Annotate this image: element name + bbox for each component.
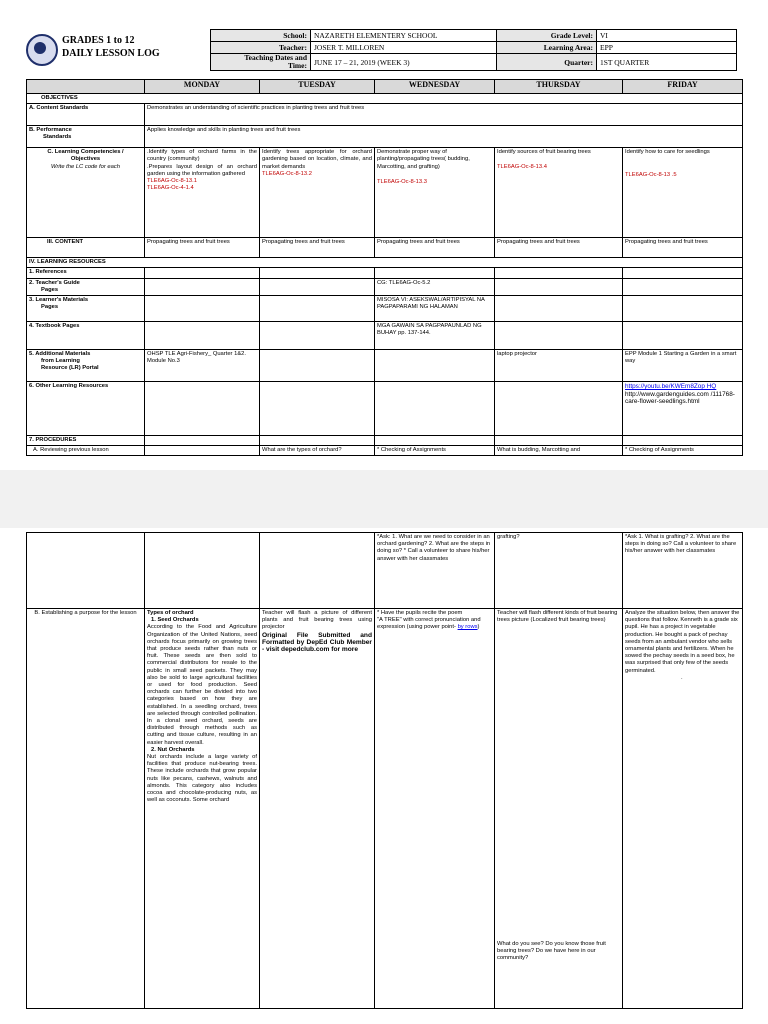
review-lesson-label: A. Reviewing previous lesson <box>27 446 145 456</box>
lm-wednesday: MISOSA VI: ASEKSWAL/ARTIPISYAL NA PAGPAPARAMI NG HALAMAN <box>375 296 495 322</box>
dates-label <box>211 54 311 71</box>
lc-code: TLE6AG-Oc-8-13 .5 <box>625 172 677 179</box>
teacher-value: JOSER T. MILLOREN <box>311 42 497 54</box>
log-title <box>62 34 160 60</box>
label-line: from Learning <box>41 358 80 365</box>
dates-label-2: Time: <box>287 61 307 70</box>
review-wednesday-continued: *Ask: 1. What are we need to consider in an orchard gardening? 2. What are the steps in doing so? * Call a volunteer to share his/her answer with her classmates <box>375 533 495 609</box>
lc-text: .Identify types of orchard farms in the country (community) <box>147 149 257 163</box>
establishing-purpose-label: B. Establishing a purpose for the lesson <box>27 609 145 1009</box>
types-heading: Types of orchard <box>147 610 194 616</box>
wednesday-text-span: "A TREE" with correct pronunciation and expression (using power point- <box>377 617 481 631</box>
school-label: School: <box>211 30 311 42</box>
review-thursday: What is budding, Marcotting and <box>495 446 623 456</box>
label-line: Standards <box>43 134 72 141</box>
by-rows-link[interactable]: by rows <box>457 624 478 631</box>
label-line: Resource (LR) Portal <box>41 365 99 372</box>
nut-orchards-heading: 2. Nut Orchards <box>151 746 195 753</box>
deped-seal-icon <box>26 34 58 66</box>
grade-label: Grade Level: <box>497 30 597 42</box>
friday-situation: Analyze the situation below, then answer the questions that follow. Kenneth is a grade six pupil. He has a project in vegetable production. He bought a pack of pechay seeds from an ambulant vendor who sells ornamental plants and fertilizers. When he sowed the pechay seeds in a seed box, he was surprised that only few of the seeds germinated. <box>625 610 740 674</box>
lc-monday <box>145 148 260 238</box>
review-friday-continued: *Ask 1. What is grafting? 2. What are the steps in doing so? Call a volunteer to share his/her answer with her classmates <box>623 533 743 609</box>
area-value: EPP <box>597 42 737 54</box>
label-line: 5. Additional Materials <box>29 351 91 358</box>
day-header: TUESDAY <box>260 80 375 94</box>
day-header: WEDNESDAY <box>375 80 495 94</box>
content-friday: Propagating trees and fruit trees <box>623 238 743 258</box>
dates-value: JUNE 17 – 21, 2019 (WEEK 3) <box>311 54 497 71</box>
page-gap <box>0 470 768 528</box>
youtube-link[interactable]: https://youtu.be/KWEm8Zop HQ <box>625 383 717 391</box>
teachers-guide-label <box>27 278 145 295</box>
quarter-label: Quarter: <box>497 54 597 71</box>
dates-label-1: Teaching Dates and <box>244 53 307 62</box>
am-thursday: laptop projector <box>495 350 623 382</box>
wednesday-text-2 <box>377 617 492 631</box>
content-standards-label: A. Content Standards <box>27 104 145 126</box>
lc-thursday <box>495 148 623 238</box>
tb-wednesday: MGA GAWAIN SA PAGPAPAUNLAD NG BUHAY pp. 137-144. <box>375 322 495 350</box>
lc-text: Demonstrate proper way of planting/propagating trees( budding, Marcotting, and grafting) <box>377 149 470 170</box>
other-resources-label: 6. Other Learning Resources <box>27 382 145 436</box>
content-tuesday: Propagating trees and fruit trees <box>260 238 375 258</box>
review-thursday-continued: grafting? <box>495 533 623 609</box>
quarter-value: 1ST QUARTER <box>597 54 737 71</box>
label-line: 3. Learner's Materials <box>29 297 89 304</box>
lc-text: Identify trees appropriate for orchard gardening based on location, climate, and market demands <box>262 149 372 170</box>
day-header: THURSDAY <box>495 80 623 94</box>
corner-cell <box>27 80 145 94</box>
gardenguides-url: http://www.gardenguides.com /111768-care-flower-seedlings.html <box>625 390 735 406</box>
label-line: 2. Teacher's Guide <box>29 279 80 286</box>
objectives-heading: OBJECTIVES <box>27 94 743 104</box>
lesson-log-table-page-1 <box>26 79 743 456</box>
purpose-tuesday <box>260 609 375 1009</box>
label-line: B. Performance <box>29 127 72 134</box>
lc-text: .Prepares layout design of an orchard garden using the information gathered <box>147 163 257 177</box>
review-friday: * Checking of Assignments <box>623 446 743 456</box>
content-label: III. CONTENT <box>27 238 145 258</box>
purpose-thursday <box>495 609 623 1009</box>
wednesday-text-close: ) <box>477 624 480 631</box>
header-info-table <box>210 29 737 71</box>
lc-code: TLE6AG-Oc-8-13.4 <box>497 164 547 171</box>
content-thursday: Propagating trees and fruit trees <box>495 238 623 258</box>
learning-resources-heading: IV. LEARNING RESOURCES <box>27 258 743 268</box>
textbook-pages-label: 4. Textbook Pages <box>27 322 145 350</box>
lc-tuesday <box>260 148 375 238</box>
lc-text: Identify how to care for seedlings <box>625 149 710 156</box>
tg-wednesday: CG: TLE6AG-Oc-5.2 <box>375 278 495 295</box>
review-tuesday: What are the types of orchard? <box>260 446 375 456</box>
label-line: Pages <box>41 304 59 311</box>
lesson-log-table-page-2 <box>26 532 743 1009</box>
title-line-2: DAILY LESSON LOG <box>62 48 160 59</box>
day-header: MONDAY <box>145 80 260 94</box>
procedures-label: 7. PROCEDURES <box>27 436 145 446</box>
seed-orchards-heading: 1. Seed Orchards <box>151 617 199 624</box>
seed-orchards-text: According to the Food and Agriculture Organization of the United Nations, seed orchards focus primarily on growing trees that produce seeds rather than nuts or fruit. These seeds are then sold to commercial distributors for resale to the public in small seed packets. They may also be sold to large agricultural facilities or used for food production. Seed orchards can further be divided into two categories based on how they are established. In a seedling orchard, trees are selected through controlled pollination. In a clonal seed orchard, seeds are distributed through methods such as cutting and tissue culture, resulting in an easier harvest overall. <box>147 624 257 746</box>
content-standards-text: Demonstrates an understanding of scientific practices in planting trees and fruit trees <box>145 104 743 126</box>
additional-materials-label <box>27 350 145 382</box>
teacher-label: Teacher: <box>211 42 311 54</box>
review-wednesday: * Checking of Assignments <box>375 446 495 456</box>
lc-code: TLE6AG-Oc-4-1.4 <box>147 185 194 192</box>
purpose-wednesday <box>375 609 495 1009</box>
thursday-questions: What do you see? Do you know those fruit bearing trees? Do we have here in our community? <box>497 941 606 962</box>
am-monday: OHSP TLE Agri-Fishery_ Quarter 1&2. Module No.3 <box>145 350 260 382</box>
performance-standards-text: Applies knowledge and skills in planting trees and fruit trees <box>145 126 743 148</box>
lc-code: TLE6AG-Oc-8-13.3 <box>377 178 427 185</box>
grade-value: VI <box>597 30 737 42</box>
lc-code: TLE6AG-Oc-8-13.1 <box>147 178 197 185</box>
lc-wednesday <box>375 148 495 238</box>
label-line: Pages <box>41 286 59 293</box>
page-1 <box>0 0 768 470</box>
friday-dot: . <box>681 674 683 681</box>
area-label: Learning Area: <box>497 42 597 54</box>
learning-competencies-label <box>27 148 145 238</box>
learners-materials-label <box>27 296 145 322</box>
references-label: 1. References <box>27 268 145 278</box>
purpose-friday <box>623 609 743 1009</box>
tuesday-text: Teacher will flash a picture of different plants and fruit bearing trees using projector <box>262 610 372 631</box>
continued-label-cell <box>27 533 145 609</box>
label-line: Write the LC code for each <box>51 163 120 170</box>
page-2 <box>0 528 768 1024</box>
label-line: C. Learning Competencies / <box>47 149 124 156</box>
am-friday: EPP Module 1 Starting a Garden in a smart way <box>623 350 743 382</box>
deped-club-watermark: Original File Submitted and Formatted by DepEd Club Member - visit depedclub.com for more <box>262 631 372 654</box>
nut-orchards-text: Nut orchards include a large variety of facilities that produce nut-bearing trees. These include orchards that grow popular nuts like pecans, cashews, walnuts and almonds. This category also includes cocoa and chocolate-producing nuts, as well as coconuts. Some orchard <box>147 754 257 804</box>
label-line: Objectives <box>70 156 101 163</box>
content-wednesday: Propagating trees and fruit trees <box>375 238 495 258</box>
performance-standards-label <box>27 126 145 148</box>
school-value: NAZARETH ELEMENTERY SCHOOL <box>311 30 497 42</box>
wednesday-text: * Have the pupils recite the poem <box>377 610 463 616</box>
lc-friday <box>623 148 743 238</box>
purpose-monday <box>145 609 260 1009</box>
olr-friday <box>623 382 743 436</box>
lc-code: TLE6AG-Oc-8-13.2 <box>262 170 312 177</box>
lc-text: Identify sources of fruit bearing trees <box>497 149 591 156</box>
title-line-1: GRADES 1 to 12 <box>62 35 135 46</box>
thursday-text: Teacher will flash different kinds of fruit bearing trees picture (Localized fruit bearing trees) <box>497 610 618 624</box>
day-header: FRIDAY <box>623 80 743 94</box>
content-monday: Propagating trees and fruit trees <box>145 238 260 258</box>
